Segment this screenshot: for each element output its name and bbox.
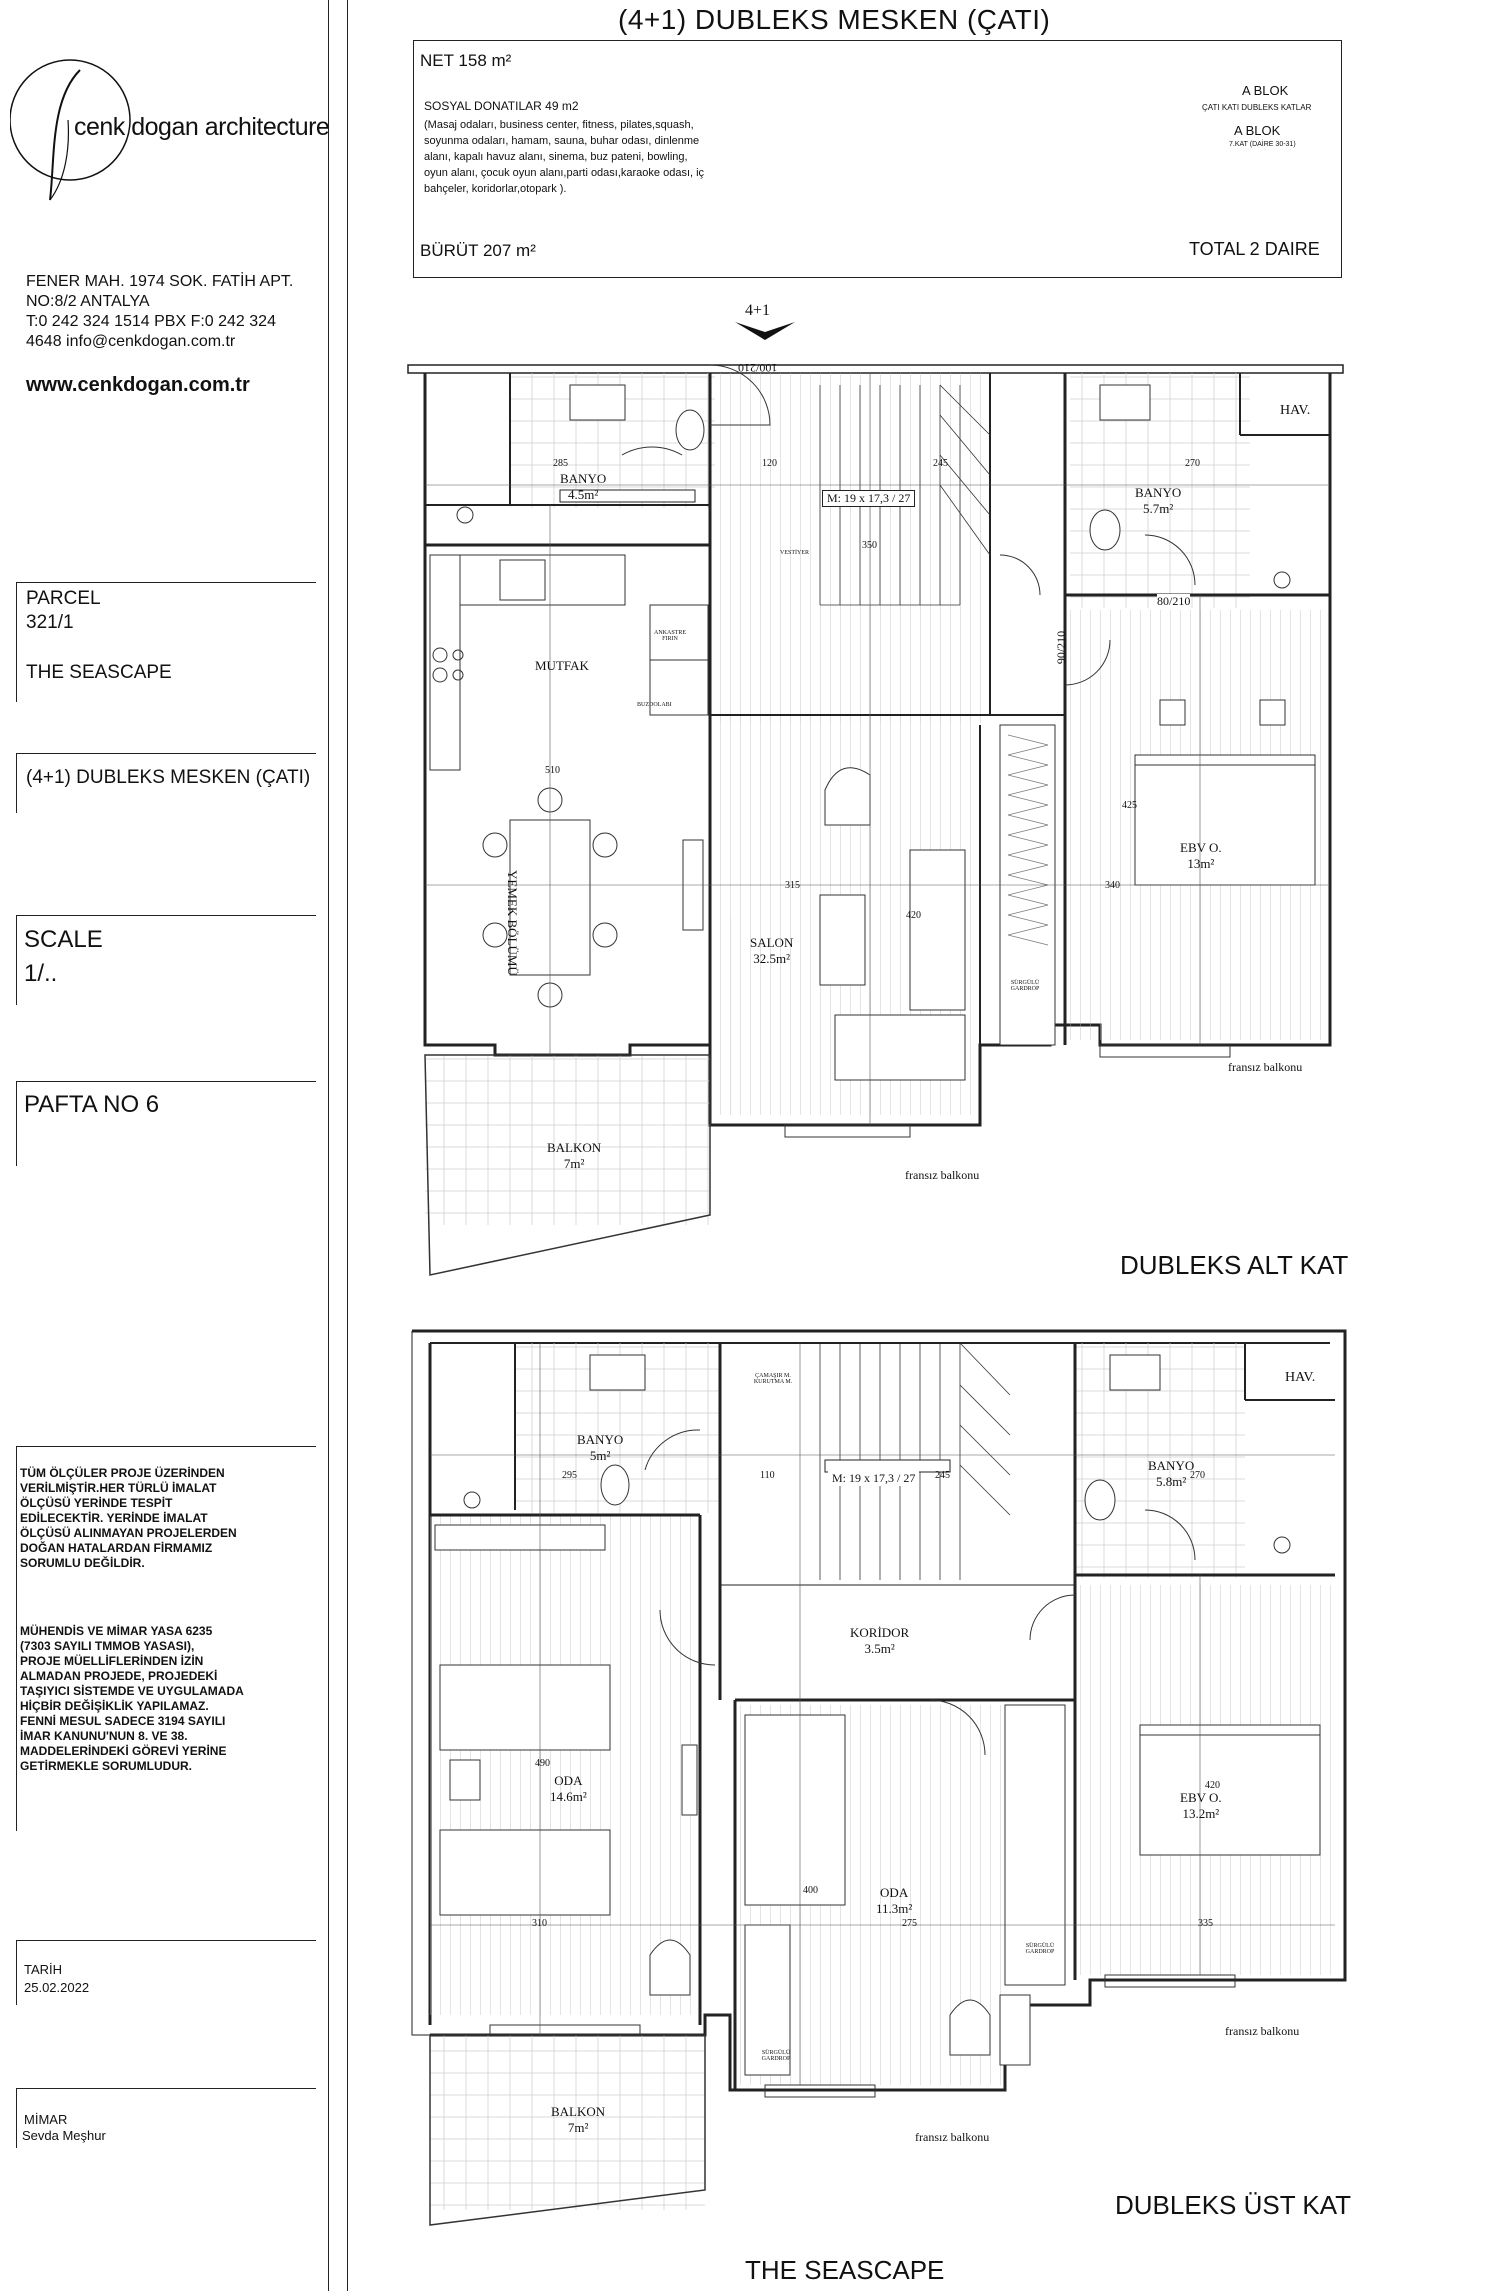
balcony-note: fransız balkonu [1225, 2024, 1300, 2038]
divider [16, 753, 316, 754]
divider [16, 582, 316, 583]
room-banyo-lower-1 [560, 471, 606, 503]
room-balkon-lower [547, 1140, 601, 1172]
address-line: 4648 info@cenkdogan.com.tr [26, 333, 236, 350]
block-label: A BLOK [1234, 123, 1281, 138]
dim-label: 350 [862, 540, 877, 551]
facility-line: soyunma odaları, hamam, sauna, buhar odası, dinlenme [424, 135, 700, 147]
room-name: YEMEK BÖLÜMÜ [505, 870, 520, 976]
wardrobe-label: SÜRGÜLÜ GARDROP [761, 2050, 791, 2062]
room-name: BALKON [551, 2104, 606, 2119]
dim-label: 245 [935, 1470, 950, 1481]
balcony-note: fransız balkonu [1228, 1060, 1303, 1074]
room-banyo-lower-2 [1135, 485, 1181, 517]
dim-label: 420 [1205, 1780, 1220, 1791]
fridge-label: BUZDOLABI [637, 702, 672, 708]
page-title: (4+1) DUBLEKS MESKEN (ÇATI) [618, 4, 1051, 35]
divider [16, 915, 17, 1005]
drawing-frame-left [347, 0, 348, 2291]
dim-label: 510 [545, 765, 560, 776]
room-area: 32.5m² [753, 951, 791, 966]
facility-line: oyun alanı, çocuk oyun alanı,parti odası,karaoke odası, iç [424, 167, 705, 179]
scale-label: SCALE [24, 926, 103, 953]
vestiyer-label: VESTİYER [780, 550, 809, 556]
note-line: ALMADAN PROJEDE, PROJEDEKİ [20, 1669, 218, 1683]
room-banyo-upper-1 [577, 1432, 623, 1464]
room-area: 7m² [563, 1156, 585, 1171]
office-address [26, 272, 326, 352]
note-line: ÖLÇÜSÜ ALINMAYAN PROJELERDEN [20, 1526, 237, 1540]
door-size: 100/210 [738, 361, 778, 375]
facility-line: alanı, kapalı havuz alanı, sinema, buz pateni, bowling, [424, 151, 688, 163]
room-salon [750, 935, 793, 967]
note-line: EDİLECEKTİR. YERİNDE İMALAT [20, 1511, 208, 1525]
note-line: GETİRMEKLE SORUMLUDUR. [20, 1759, 192, 1773]
divider [16, 915, 316, 916]
room-banyo-upper-2 [1148, 1458, 1194, 1490]
room-name: ODA [880, 1885, 909, 1900]
hav-label: HAV. [1285, 1370, 1316, 1385]
room-mutfak [535, 658, 589, 674]
parcel-label: PARCEL [26, 588, 101, 609]
legal-note-copyright [20, 1624, 320, 1774]
balcony-note: fransız balkonu [915, 2130, 990, 2144]
project-name: THE SEASCAPE [26, 662, 172, 683]
total-units: TOTAL 2 DAIRE [1189, 239, 1320, 259]
note-line: PROJE MÜELLİFLERİNDEN İZİN [20, 1654, 204, 1668]
room-balkon-upper [551, 2104, 605, 2136]
date-label: TARİH [24, 1962, 63, 1977]
dim-label: 425 [1122, 800, 1137, 811]
room-area: 11.3m² [876, 1901, 913, 1916]
note-line: VERİLMİŞTİR.HER TÜRLÜ İMALAT [20, 1481, 217, 1495]
wardrobe-label: SÜRGÜLÜ GARDROP [1025, 1943, 1055, 1955]
room-yemek [504, 870, 520, 976]
logo-text: cenk dogan architecture [74, 113, 330, 141]
room-name: SALON [750, 935, 794, 950]
dim-label: 340 [1105, 880, 1120, 891]
upper-plan-title: DUBLEKS ÜST KAT [1115, 2190, 1351, 2220]
room-name: ODA [554, 1773, 583, 1788]
dim-label: 420 [906, 910, 921, 921]
address-line: NO:8/2 ANTALYA [26, 293, 150, 310]
room-name: EBV O. [1180, 840, 1222, 855]
note-line: HİÇBİR DEĞİŞİKLİK YAPILAMAZ. [20, 1699, 209, 1713]
hav-label: HAV. [1280, 403, 1311, 418]
room-ebv-upper [1180, 1790, 1222, 1822]
note-line: MÜHENDİS VE MİMAR YASA 6235 [20, 1624, 213, 1638]
room-area: 3.5m² [864, 1641, 895, 1656]
note-line: FENNİ MESUL SADECE 3194 SAYILI [20, 1714, 226, 1728]
gross-area: BÜRÜT 207 m² [420, 241, 536, 260]
divider [16, 1940, 316, 1941]
dim-label: 245 [933, 458, 948, 469]
balcony-note: fransız balkonu [905, 1168, 980, 1182]
room-name: BALKON [547, 1140, 602, 1155]
block-sub: ÇATI KATI DUBLEKS KATLAR [1202, 103, 1312, 112]
divider [16, 1446, 17, 1831]
divider [16, 753, 17, 813]
dim-label: 110 [760, 1470, 775, 1481]
area-info-box [413, 40, 1342, 278]
door-size: 80/210 [1157, 594, 1191, 608]
divider [16, 1940, 17, 2005]
social-title: SOSYAL DONATILAR 49 m2 [424, 99, 579, 113]
note-line: ÖLÇÜSÜ YERİNDE TESPİT [20, 1496, 173, 1510]
address-line: T:0 242 324 1514 PBX F:0 242 324 [26, 313, 276, 330]
note-line: TÜM ÖLÇÜLER PROJE ÜZERİNDEN [20, 1466, 225, 1480]
dim-label: 285 [553, 458, 568, 469]
sheet-number: PAFTA NO 6 [24, 1091, 160, 1118]
room-name: BANYO [577, 1432, 624, 1447]
divider [16, 1446, 316, 1447]
room-area: 7m² [567, 2120, 589, 2135]
facility-line: bahçeler, koridorlar,otopark ). [424, 183, 567, 195]
room-oda-2 [876, 1885, 912, 1917]
block-label: A BLOK [1242, 83, 1289, 98]
dim-label: 490 [535, 1758, 550, 1769]
dim-label: 275 [902, 1918, 917, 1929]
architect-label: MİMAR [24, 2112, 68, 2127]
parcel-number: 321/1 [26, 612, 74, 633]
stair-spec: M: 19 x 17,3 / 27 [822, 490, 915, 507]
wardrobe-label: SÜRGÜLÜ GARDROP [1010, 980, 1040, 992]
architect-name: Sevda Meşhur [22, 2128, 106, 2143]
facility-line: (Masaj odaları, business center, fitness, pilates,squash, [424, 119, 694, 131]
dim-label: 270 [1190, 1470, 1205, 1481]
dim-label: 400 [803, 1885, 818, 1896]
room-area: 4.5m² [567, 487, 599, 502]
room-name: BANYO [1135, 485, 1182, 500]
legal-note-measurements [20, 1466, 320, 1571]
title-block-sidebar [0, 0, 330, 2291]
net-area: NET 158 m² [420, 51, 512, 70]
room-oda-1 [550, 1773, 587, 1805]
room-name: EBV O. [1180, 1790, 1222, 1805]
room-name: MUTFAK [535, 658, 589, 673]
room-area: 14.6m² [550, 1789, 587, 1804]
dim-label: 120 [762, 458, 777, 469]
stair-spec: M: 19 x 17,3 / 27 [828, 1471, 919, 1486]
dim-label: 310 [532, 1918, 547, 1929]
footer-project-name: THE SEASCAPE [745, 2255, 945, 2285]
room-area: 5.8m² [1155, 1474, 1187, 1489]
sidebar-border [328, 0, 329, 2291]
note-line: MADDELERİNDEKİ GÖREVİ YERİNE [20, 1744, 227, 1758]
room-area: 13.2m² [1182, 1806, 1220, 1821]
divider [16, 1081, 17, 1166]
note-line: SORUMLU DEĞİLDİR. [20, 1556, 145, 1570]
room-area: 5m² [589, 1448, 611, 1463]
divider [16, 2088, 316, 2089]
note-line: İMAR KANUNU'NUN 8. VE 38. [20, 1729, 188, 1743]
dim-label: 335 [1198, 1918, 1213, 1929]
date-value: 25.02.2022 [24, 1980, 90, 1995]
lower-plan-title: DUBLEKS ALT KAT [1120, 1250, 1349, 1280]
note-line: DOĞAN HATALARDAN FİRMAMIZ [20, 1541, 213, 1555]
divider [16, 1081, 316, 1082]
room-ebv [1180, 840, 1222, 872]
scale-value: 1/.. [24, 960, 58, 987]
room-name: BANYO [1148, 1458, 1195, 1473]
dim-label: 315 [785, 880, 800, 891]
room-area: 13m² [1187, 856, 1215, 871]
note-line: (7303 SAYILI TMMOB YASASI), [20, 1639, 195, 1653]
block-sub: 7.KAT (DAİRE 30-31) [1229, 141, 1296, 148]
room-name: BANYO [560, 471, 607, 486]
divider [16, 2088, 17, 2148]
door-size: 90/210 [1054, 630, 1069, 665]
laundry-label: ÇAMAŞIR M. KURUTMA M. [753, 1373, 793, 1385]
address-line: FENER MAH. 1974 SOK. FATİH APT. [26, 273, 294, 290]
dim-label: 295 [562, 1470, 577, 1481]
room-area: 5.7m² [1142, 501, 1174, 516]
unit-type: (4+1) DUBLEKS MESKEN (ÇATI) [26, 767, 311, 788]
website-link[interactable]: www.cenkdogan.com.tr [26, 374, 250, 396]
room-koridor [850, 1625, 909, 1657]
social-facilities [424, 117, 704, 197]
entrance-label: 4+1 [745, 302, 771, 319]
oven-label: ANKASTRE FIRIN [653, 630, 686, 642]
dim-label: 270 [1185, 458, 1200, 469]
divider [16, 582, 17, 702]
note-line: TAŞIYICI SİSTEMDE VE UYGULAMADA [20, 1684, 244, 1698]
entrance-arrow-icon [730, 318, 800, 344]
room-name: KORİDOR [850, 1625, 910, 1640]
